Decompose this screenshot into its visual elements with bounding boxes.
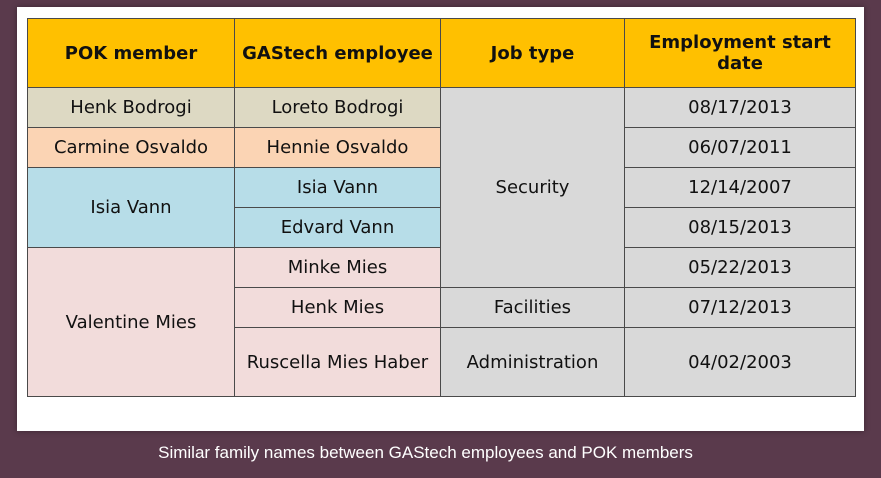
pok-member-cell: Valentine Mies [28,248,235,397]
header-job-type: Job type [441,19,625,88]
start-date-cell: 07/12/2013 [625,288,856,328]
figure-caption: Similar family names between GAStech employees and POK members [158,443,693,462]
start-date-cell: 06/07/2011 [625,128,856,168]
employee-cell: Minke Mies [235,248,441,288]
start-date-cell: 04/02/2003 [625,328,856,397]
start-date-cell: 05/22/2013 [625,248,856,288]
header-row [28,19,856,88]
pok-member-cell: Henk Bodrogi [28,88,235,128]
employee-cell: Ruscella Mies Haber [235,328,441,397]
header-pok-member: POK member [28,19,235,88]
family-names-table [27,18,856,397]
start-date-cell: 08/17/2013 [625,88,856,128]
job-type-cell: Security [441,88,625,288]
employee-cell: Hennie Osvaldo [235,128,441,168]
header-start-date: Employment start date [625,19,856,88]
start-date-cell: 08/15/2013 [625,208,856,248]
header-gastech-employee: GAStech employee [235,19,441,88]
employee-cell: Loreto Bodrogi [235,88,441,128]
table-card [17,7,864,431]
employee-cell: Isia Vann [235,168,441,208]
table-row [28,88,856,128]
pok-member-cell: Isia Vann [28,168,235,248]
pok-member-cell: Carmine Osvaldo [28,128,235,168]
start-date-cell: 12/14/2007 [625,168,856,208]
job-type-cell: Administration [441,328,625,397]
employee-cell: Henk Mies [235,288,441,328]
employee-cell: Edvard Vann [235,208,441,248]
job-type-cell: Facilities [441,288,625,328]
